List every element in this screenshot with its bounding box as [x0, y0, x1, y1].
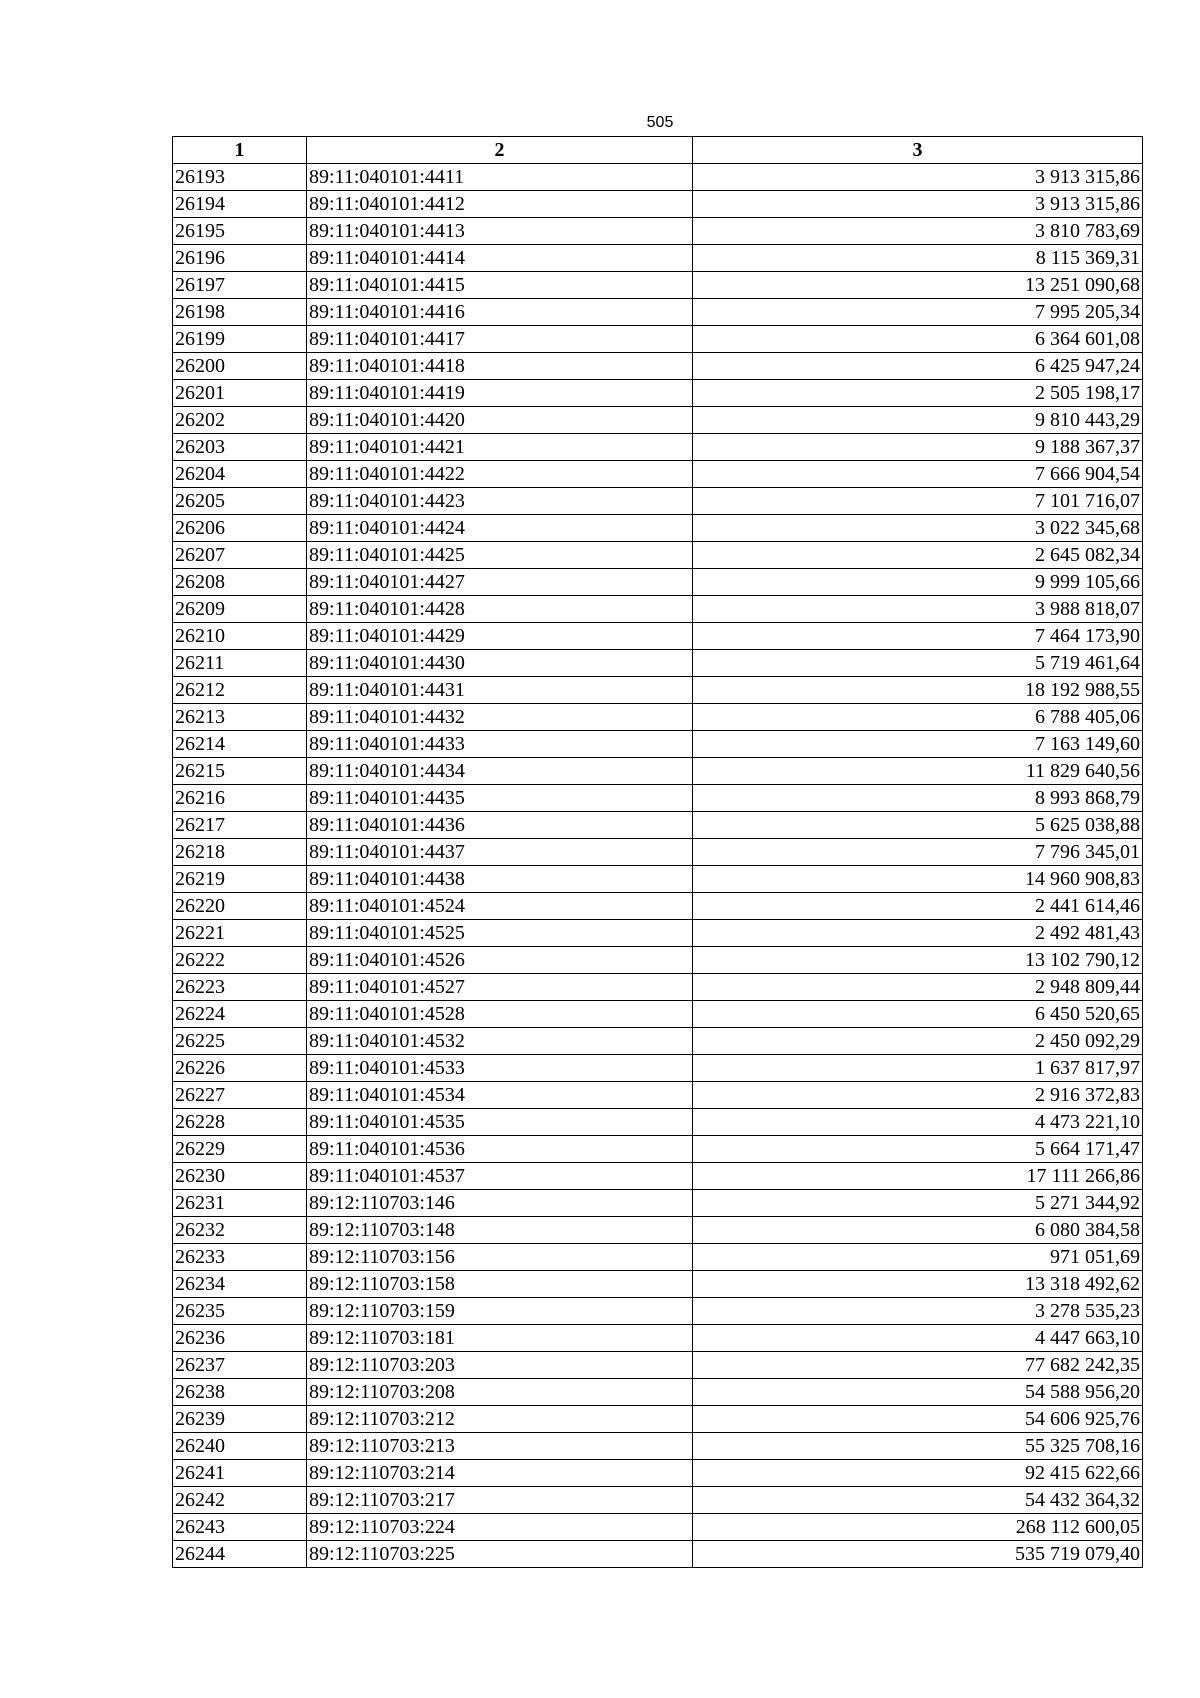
cadastral-number-cell: 89:12:110703:217 — [307, 1487, 693, 1514]
row-number-cell: 26212 — [173, 677, 307, 704]
cadastral-number-cell: 89:11:040101:4524 — [307, 893, 693, 920]
cadastral-number-cell: 89:11:040101:4527 — [307, 974, 693, 1001]
cadastral-number-cell: 89:11:040101:4537 — [307, 1163, 693, 1190]
row-number-cell: 26205 — [173, 488, 307, 515]
value-cell: 3 022 345,68 — [693, 515, 1143, 542]
table-row — [173, 1487, 1143, 1514]
value-cell: 54 432 364,32 — [693, 1487, 1143, 1514]
value-cell: 9 188 367,37 — [693, 434, 1143, 461]
table-row — [173, 785, 1143, 812]
cadastral-number-cell: 89:12:110703:208 — [307, 1379, 693, 1406]
cadastral-number-cell: 89:11:040101:4429 — [307, 623, 693, 650]
table-row — [173, 704, 1143, 731]
table-row — [173, 1352, 1143, 1379]
row-number-cell: 26207 — [173, 542, 307, 569]
page-number: 505 — [646, 114, 674, 131]
header-row — [173, 137, 1143, 164]
row-number-cell: 26240 — [173, 1433, 307, 1460]
table-row — [173, 1460, 1143, 1487]
cadastral-number-cell: 89:11:040101:4436 — [307, 812, 693, 839]
cadastral-number-cell: 89:11:040101:4532 — [307, 1028, 693, 1055]
table-row — [173, 1541, 1143, 1568]
value-cell: 3 988 818,07 — [693, 596, 1143, 623]
row-number-cell: 26198 — [173, 299, 307, 326]
table-row — [173, 1298, 1143, 1325]
cadastral-number-cell: 89:11:040101:4435 — [307, 785, 693, 812]
row-number-cell: 26229 — [173, 1136, 307, 1163]
row-number-cell: 26241 — [173, 1460, 307, 1487]
cadastral-number-cell: 89:11:040101:4418 — [307, 353, 693, 380]
table-row — [173, 407, 1143, 434]
value-cell: 7 796 345,01 — [693, 839, 1143, 866]
cadastral-number-cell: 89:11:040101:4525 — [307, 920, 693, 947]
table-row — [173, 812, 1143, 839]
row-number-cell: 26238 — [173, 1379, 307, 1406]
value-cell: 54 606 925,76 — [693, 1406, 1143, 1433]
cadastral-number-cell: 89:11:040101:4430 — [307, 650, 693, 677]
row-number-cell: 26222 — [173, 947, 307, 974]
row-number-cell: 26226 — [173, 1055, 307, 1082]
table-row — [173, 1325, 1143, 1352]
cadastral-number-cell: 89:11:040101:4424 — [307, 515, 693, 542]
row-number-cell: 26209 — [173, 596, 307, 623]
table-row — [173, 542, 1143, 569]
row-number-cell: 26213 — [173, 704, 307, 731]
cadastral-number-cell: 89:11:040101:4422 — [307, 461, 693, 488]
value-cell: 4 447 663,10 — [693, 1325, 1143, 1352]
table-row — [173, 1163, 1143, 1190]
cadastral-number-cell: 89:11:040101:4425 — [307, 542, 693, 569]
row-number-cell: 26203 — [173, 434, 307, 461]
row-number-cell: 26214 — [173, 731, 307, 758]
cadastral-number-cell: 89:11:040101:4416 — [307, 299, 693, 326]
table-row — [173, 731, 1143, 758]
cadastral-number-cell: 89:12:110703:203 — [307, 1352, 693, 1379]
row-number-cell: 26201 — [173, 380, 307, 407]
table-row — [173, 299, 1143, 326]
row-number-cell: 26215 — [173, 758, 307, 785]
table-row — [173, 920, 1143, 947]
data-table — [172, 136, 1143, 1568]
table-row — [173, 677, 1143, 704]
cadastral-number-cell: 89:12:110703:212 — [307, 1406, 693, 1433]
cadastral-number-cell: 89:11:040101:4533 — [307, 1055, 693, 1082]
cadastral-number-cell: 89:11:040101:4428 — [307, 596, 693, 623]
table-row — [173, 218, 1143, 245]
table-row — [173, 1433, 1143, 1460]
cadastral-number-cell: 89:12:110703:148 — [307, 1217, 693, 1244]
row-number-cell: 26196 — [173, 245, 307, 272]
value-cell: 55 325 708,16 — [693, 1433, 1143, 1460]
table-row — [173, 947, 1143, 974]
row-number-cell: 26199 — [173, 326, 307, 353]
cadastral-number-cell: 89:11:040101:4411 — [307, 164, 693, 191]
row-number-cell: 26195 — [173, 218, 307, 245]
cadastral-number-cell: 89:11:040101:4535 — [307, 1109, 693, 1136]
table-row — [173, 596, 1143, 623]
table-row — [173, 1055, 1143, 1082]
value-cell: 9 999 105,66 — [693, 569, 1143, 596]
row-number-cell: 26239 — [173, 1406, 307, 1433]
row-number-cell: 26232 — [173, 1217, 307, 1244]
table-row — [173, 164, 1143, 191]
value-cell: 1 637 817,97 — [693, 1055, 1143, 1082]
row-number-cell: 26223 — [173, 974, 307, 1001]
cadastral-number-cell: 89:12:110703:181 — [307, 1325, 693, 1352]
value-cell: 535 719 079,40 — [693, 1541, 1143, 1568]
cadastral-number-cell: 89:11:040101:4534 — [307, 1082, 693, 1109]
row-number-cell: 26208 — [173, 569, 307, 596]
row-number-cell: 26218 — [173, 839, 307, 866]
row-number-cell: 26242 — [173, 1487, 307, 1514]
row-number-cell: 26210 — [173, 623, 307, 650]
cadastral-number-cell: 89:11:040101:4433 — [307, 731, 693, 758]
cadastral-number-cell: 89:11:040101:4423 — [307, 488, 693, 515]
cadastral-number-cell: 89:11:040101:4419 — [307, 380, 693, 407]
table-row — [173, 1136, 1143, 1163]
cadastral-number-cell: 89:12:110703:146 — [307, 1190, 693, 1217]
cadastral-number-cell: 89:11:040101:4420 — [307, 407, 693, 434]
table-row — [173, 326, 1143, 353]
table-row — [173, 488, 1143, 515]
value-cell: 13 318 492,62 — [693, 1271, 1143, 1298]
table-row — [173, 515, 1143, 542]
value-cell: 6 364 601,08 — [693, 326, 1143, 353]
value-cell: 2 492 481,43 — [693, 920, 1143, 947]
value-cell: 3 913 315,86 — [693, 191, 1143, 218]
cadastral-number-cell: 89:11:040101:4432 — [307, 704, 693, 731]
table-row — [173, 569, 1143, 596]
value-cell: 54 588 956,20 — [693, 1379, 1143, 1406]
row-number-cell: 26197 — [173, 272, 307, 299]
value-cell: 6 080 384,58 — [693, 1217, 1143, 1244]
cadastral-number-cell: 89:11:040101:4536 — [307, 1136, 693, 1163]
value-cell: 5 625 038,88 — [693, 812, 1143, 839]
table-row — [173, 650, 1143, 677]
value-cell: 8 993 868,79 — [693, 785, 1143, 812]
value-cell: 11 829 640,56 — [693, 758, 1143, 785]
table-row — [173, 974, 1143, 1001]
value-cell: 7 101 716,07 — [693, 488, 1143, 515]
table-row — [173, 1244, 1143, 1271]
value-cell: 2 916 372,83 — [693, 1082, 1143, 1109]
table-row — [173, 1217, 1143, 1244]
column-header-3: 3 — [693, 137, 1143, 164]
row-number-cell: 26221 — [173, 920, 307, 947]
table-row — [173, 1379, 1143, 1406]
row-number-cell: 26244 — [173, 1541, 307, 1568]
cadastral-number-cell: 89:12:110703:214 — [307, 1460, 693, 1487]
value-cell: 5 664 171,47 — [693, 1136, 1143, 1163]
table-row — [173, 191, 1143, 218]
row-number-cell: 26211 — [173, 650, 307, 677]
table-body — [173, 164, 1143, 1568]
cadastral-number-cell: 89:11:040101:4421 — [307, 434, 693, 461]
cadastral-number-cell: 89:11:040101:4417 — [307, 326, 693, 353]
cadastral-number-cell: 89:11:040101:4414 — [307, 245, 693, 272]
value-cell: 7 995 205,34 — [693, 299, 1143, 326]
cadastral-number-cell: 89:11:040101:4438 — [307, 866, 693, 893]
value-cell: 6 788 405,06 — [693, 704, 1143, 731]
row-number-cell: 26202 — [173, 407, 307, 434]
value-cell: 3 810 783,69 — [693, 218, 1143, 245]
table-row — [173, 1028, 1143, 1055]
row-number-cell: 26237 — [173, 1352, 307, 1379]
value-cell: 6 425 947,24 — [693, 353, 1143, 380]
value-cell: 268 112 600,05 — [693, 1514, 1143, 1541]
value-cell: 77 682 242,35 — [693, 1352, 1143, 1379]
cadastral-number-cell: 89:12:110703:213 — [307, 1433, 693, 1460]
table-row — [173, 353, 1143, 380]
row-number-cell: 26206 — [173, 515, 307, 542]
value-cell: 2 645 082,34 — [693, 542, 1143, 569]
row-number-cell: 26225 — [173, 1028, 307, 1055]
table-row — [173, 245, 1143, 272]
cadastral-number-cell: 89:11:040101:4415 — [307, 272, 693, 299]
cadastral-number-cell: 89:11:040101:4427 — [307, 569, 693, 596]
row-number-cell: 26204 — [173, 461, 307, 488]
value-cell: 7 464 173,90 — [693, 623, 1143, 650]
row-number-cell: 26228 — [173, 1109, 307, 1136]
value-cell: 2 450 092,29 — [693, 1028, 1143, 1055]
value-cell: 5 719 461,64 — [693, 650, 1143, 677]
value-cell: 17 111 266,86 — [693, 1163, 1143, 1190]
cadastral-number-cell: 89:12:110703:225 — [307, 1541, 693, 1568]
value-cell: 3 913 315,86 — [693, 164, 1143, 191]
value-cell: 14 960 908,83 — [693, 866, 1143, 893]
row-number-cell: 26217 — [173, 812, 307, 839]
row-number-cell: 26227 — [173, 1082, 307, 1109]
value-cell: 5 271 344,92 — [693, 1190, 1143, 1217]
value-cell: 13 251 090,68 — [693, 272, 1143, 299]
table-row — [173, 866, 1143, 893]
value-cell: 13 102 790,12 — [693, 947, 1143, 974]
value-cell: 2 441 614,46 — [693, 893, 1143, 920]
table-row — [173, 758, 1143, 785]
cadastral-number-cell: 89:11:040101:4528 — [307, 1001, 693, 1028]
value-cell: 92 415 622,66 — [693, 1460, 1143, 1487]
row-number-cell: 26194 — [173, 191, 307, 218]
row-number-cell: 26200 — [173, 353, 307, 380]
value-cell: 971 051,69 — [693, 1244, 1143, 1271]
cadastral-number-cell: 89:12:110703:159 — [307, 1298, 693, 1325]
table-row — [173, 839, 1143, 866]
cadastral-number-cell: 89:12:110703:158 — [307, 1271, 693, 1298]
table-row — [173, 1190, 1143, 1217]
table-row — [173, 1406, 1143, 1433]
row-number-cell: 26230 — [173, 1163, 307, 1190]
value-cell: 2 505 198,17 — [693, 380, 1143, 407]
column-header-2: 2 — [307, 137, 693, 164]
value-cell: 6 450 520,65 — [693, 1001, 1143, 1028]
table-row — [173, 1109, 1143, 1136]
table-row — [173, 434, 1143, 461]
row-number-cell: 26234 — [173, 1271, 307, 1298]
value-cell: 2 948 809,44 — [693, 974, 1143, 1001]
row-number-cell: 26235 — [173, 1298, 307, 1325]
cadastral-number-cell: 89:11:040101:4431 — [307, 677, 693, 704]
value-cell: 7 666 904,54 — [693, 461, 1143, 488]
row-number-cell: 26224 — [173, 1001, 307, 1028]
table-row — [173, 1271, 1143, 1298]
row-number-cell: 26233 — [173, 1244, 307, 1271]
table-row — [173, 893, 1143, 920]
value-cell: 8 115 369,31 — [693, 245, 1143, 272]
cadastral-number-cell: 89:11:040101:4434 — [307, 758, 693, 785]
table-header — [173, 137, 1143, 164]
cadastral-number-cell: 89:12:110703:156 — [307, 1244, 693, 1271]
cadastral-number-cell: 89:12:110703:224 — [307, 1514, 693, 1541]
row-number-cell: 26231 — [173, 1190, 307, 1217]
column-header-1: 1 — [173, 137, 307, 164]
cadastral-number-cell: 89:11:040101:4437 — [307, 839, 693, 866]
value-cell: 3 278 535,23 — [693, 1298, 1143, 1325]
row-number-cell: 26193 — [173, 164, 307, 191]
value-cell: 4 473 221,10 — [693, 1109, 1143, 1136]
value-cell: 18 192 988,55 — [693, 677, 1143, 704]
row-number-cell: 26220 — [173, 893, 307, 920]
table-row — [173, 380, 1143, 407]
row-number-cell: 26219 — [173, 866, 307, 893]
table-row — [173, 1514, 1143, 1541]
table-row — [173, 461, 1143, 488]
value-cell: 9 810 443,29 — [693, 407, 1143, 434]
table-row — [173, 623, 1143, 650]
cadastral-number-cell: 89:11:040101:4412 — [307, 191, 693, 218]
row-number-cell: 26236 — [173, 1325, 307, 1352]
value-cell: 7 163 149,60 — [693, 731, 1143, 758]
cadastral-number-cell: 89:11:040101:4526 — [307, 947, 693, 974]
table-row — [173, 272, 1143, 299]
table-row — [173, 1001, 1143, 1028]
table-row — [173, 1082, 1143, 1109]
row-number-cell: 26216 — [173, 785, 307, 812]
cadastral-number-cell: 89:11:040101:4413 — [307, 218, 693, 245]
row-number-cell: 26243 — [173, 1514, 307, 1541]
